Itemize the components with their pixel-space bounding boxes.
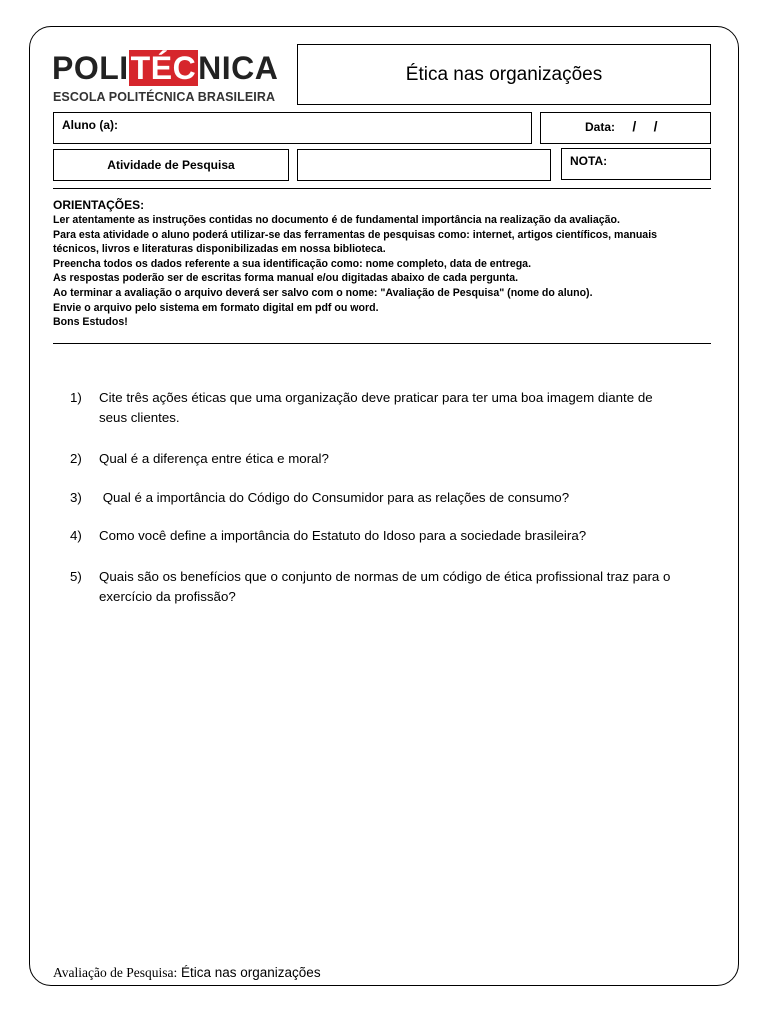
instruction-line: Para esta atividade o aluno poderá utilizar-se das ferramentas de pesquisas como: internet, artigos científicos, manuais [53, 228, 658, 241]
divider-bottom [53, 343, 711, 344]
question-text: Quais são os benefícios que o conjunto de normas de um código de ética profissional traz para o exercício da profissão? [99, 569, 671, 604]
question-number: 4) [70, 528, 82, 543]
question-text: Qual é a importância do Código do Consumidor para as relações de consumo? [99, 490, 570, 505]
grade-label: NOTA: [570, 154, 608, 168]
date-separator-1: / [632, 118, 637, 134]
aluno-label: Aluno (a): [62, 118, 118, 132]
page-footer [53, 965, 321, 981]
question-number: 1) [70, 390, 82, 405]
activity-type-label: Atividade de Pesquisa [53, 149, 289, 181]
grade-field[interactable] [561, 148, 711, 180]
instructions-title: ORIENTAÇÕES: [53, 198, 145, 212]
instruction-line: Ao terminar a avaliação o arquivo deverá ser salvo com o nome: "Avaliação de Pesquisa" (nome do aluno). [53, 286, 593, 299]
document-title: Ética nas organizações [297, 44, 711, 105]
date-separator-2: / [653, 118, 658, 134]
instruction-line: Bons Estudos! [53, 316, 128, 329]
logo-part-2-highlight: TÉC [130, 50, 197, 86]
instruction-line: técnicos, livros e literaturas disponibilizadas em nossa biblioteca. [53, 243, 386, 256]
question-item [70, 449, 680, 469]
logo-subtitle: ESCOLA POLITÉCNICA BRASILEIRA [53, 90, 276, 104]
date-label: Data: [585, 120, 616, 134]
instruction-line: Ler atentamente as instruções contidas no documento é de fundamental importância na realização da avaliação. [53, 214, 620, 226]
question-item [70, 526, 680, 546]
logo-wordmark [52, 50, 278, 86]
question-number: 5) [70, 569, 82, 584]
logo-part-1: POLI [52, 50, 129, 86]
instruction-line: Preencha todos os dados referente a sua identificação como: nome completo, data de entrega. [53, 257, 532, 270]
instructions-section [53, 198, 713, 330]
divider-top [53, 188, 711, 189]
footer-label: Avaliação de Pesquisa: [53, 965, 178, 980]
aluno-field[interactable] [53, 112, 532, 144]
question-item [70, 488, 680, 508]
question-text: Cite três ações éticas que uma organização deve praticar para ter uma boa imagem diante de seus clientes. [99, 390, 653, 425]
question-item [70, 388, 680, 428]
question-number: 3) [70, 490, 82, 505]
question-number: 2) [70, 451, 82, 466]
instruction-line: As respostas poderão ser de escritas forma manual e/ou digitadas abaixo de cada pergunta. [53, 272, 519, 285]
question-item [70, 567, 680, 607]
footer-title: Ética nas organizações [180, 965, 321, 980]
question-text: Como você define a importância do Estatuto do Idoso para a sociedade brasileira? [99, 528, 587, 543]
question-text: Qual é a diferença entre ética e moral? [99, 451, 329, 466]
logo-part-3: NICA [198, 50, 279, 86]
blank-field[interactable] [297, 149, 551, 181]
date-field[interactable] [540, 112, 711, 144]
instruction-line: Envie o arquivo pelo sistema em formato digital em pdf ou word. [53, 301, 379, 314]
school-logo [52, 44, 288, 104]
